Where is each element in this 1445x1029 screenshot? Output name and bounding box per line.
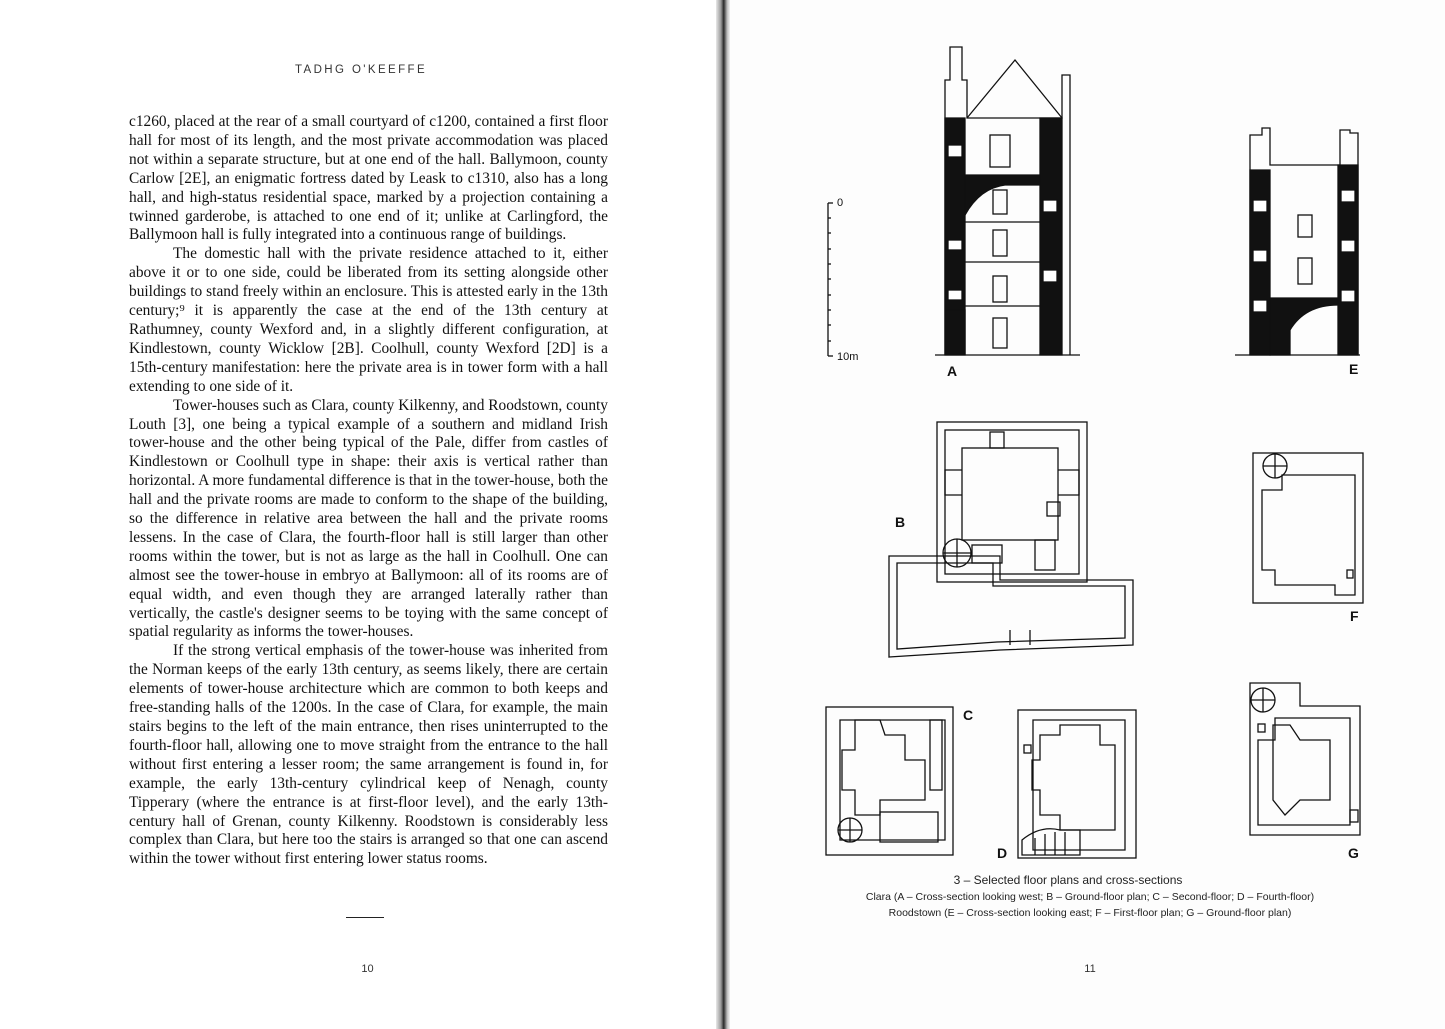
plan-c-clara-second [826, 707, 953, 855]
paragraph: c1260, placed at the rear of a small courtyard of c1200, contained a first floor hall for most of its length, and the most private accommodation was placed not within a separate structure, but at one end of the hall. Ballymoon, county Carlow [2E], an enigmatic fortress dated by Leask to c1310, also has a long hall, and high-status residential space, marked by a projection containing a twinned garderobe, is attached to one end of it; unlike at Carlingford, the Ballymoon hall is fully integrated into a continuous range of buildings. [129, 113, 608, 244]
figure-caption-title: 3 – Selected floor plans and cross-sections [953, 873, 1183, 887]
paragraph: If the strong vertical emphasis of the tower-house was inherited from the Norman keeps of the early 13th century, as seems likely, there are certain elements of tower-house architecture which are common to both keeps and free-standing halls of the 1200s. In the case of Clara, for example, the main stairs begins to the left of the main entrance, then rises uninterrupted to the fourth-floor hall, allowing one to move straight from the entrance to the hall without first entering a lesser room; the same arrangement is found in, for example, the early 13th-century cylindrical keep of Nenagh, county Tipperary (where the entrance is at first-floor level), and the early 13th-century hall of Grenan, county Kilkenny. Roodstown is considerably less complex than Clara, but here too the stairs is arranged so that one can ascend within the tower without first entering lower status rooms. [129, 642, 608, 868]
section-a-clara-west [935, 47, 1080, 355]
paragraph: The domestic hall with the private residence attached to it, either above it or to one side, could be liberated from its setting alongside other buildings to stand freely within an enclosure. This is attested early in the 13th century;⁹ it is apparently the case at the end of the 13th century at Rathumney, county Wexford and, in a slightly different configuration, at Kindlestown, county Wicklow [2B]. Coolhull, county Wexford [2D] is a 15th-century manifestation: here the private area is in tower form with a hall extending to one side of it. [129, 245, 608, 395]
plan-b-clara-ground [889, 422, 1133, 657]
figure-caption-line1: Clara (A – Cross-section looking west; B – Ground-floor plan; C – Second-floor; D – Fourth-floor) [865, 891, 1315, 903]
scale-label-bottom: 10m [837, 351, 859, 363]
plan-f-roodstown-first [1253, 453, 1363, 603]
page-number-right: 11 [1084, 963, 1096, 975]
figure-label-e: E [1349, 361, 1359, 377]
section-e-roodstown-east [1235, 128, 1360, 355]
figure-label-a: A [947, 363, 958, 379]
plan-d-clara-fourth [1018, 710, 1136, 858]
scale-label-top: 0 [837, 197, 844, 209]
figure-label-c: C [963, 707, 974, 723]
plan-g-roodstown-ground [1250, 683, 1360, 835]
figure-label-f: F [1350, 608, 1359, 624]
running-head: TADHG O'KEEFFE [294, 64, 428, 76]
figure-label-d: D [997, 845, 1008, 861]
paragraph: Tower-houses such as Clara, county Kilkenny, and Roodstown, county Louth [3], one being a typical example of a southern and midland Irish tower-house and the other being typical of the Pale, differ from castles of Kindlestown or Coolhull type in shape: their axis is vertical rather than horizontal. A more fundamental difference is that in the tower-house, both the hall and the private rooms are made to conform to the shape of the building, so the difference in relative area between the hall and the private rooms lessens. In the case of Clara, the fourth-floor hall is still larger than other rooms within the tower, but is not as large as the hall in Coolhull. One can almost see the tower-house in embryo at Ballymoon: all of its rooms are of equal width, and even though they are arranged laterally rather than vertically, the castle's designer seems to be toying with the same concept of spatial regularity as informs the tower-houses. [129, 396, 608, 641]
scale-bar [828, 203, 833, 356]
figure-caption-line2: Roodstown (E – Cross-section looking east; F – First-floor plan; G – Ground-floor plan) [888, 907, 1292, 919]
page-number-left: 10 [361, 963, 374, 975]
figure-label-b: B [895, 514, 906, 530]
figure-label-g: G [1348, 845, 1359, 861]
